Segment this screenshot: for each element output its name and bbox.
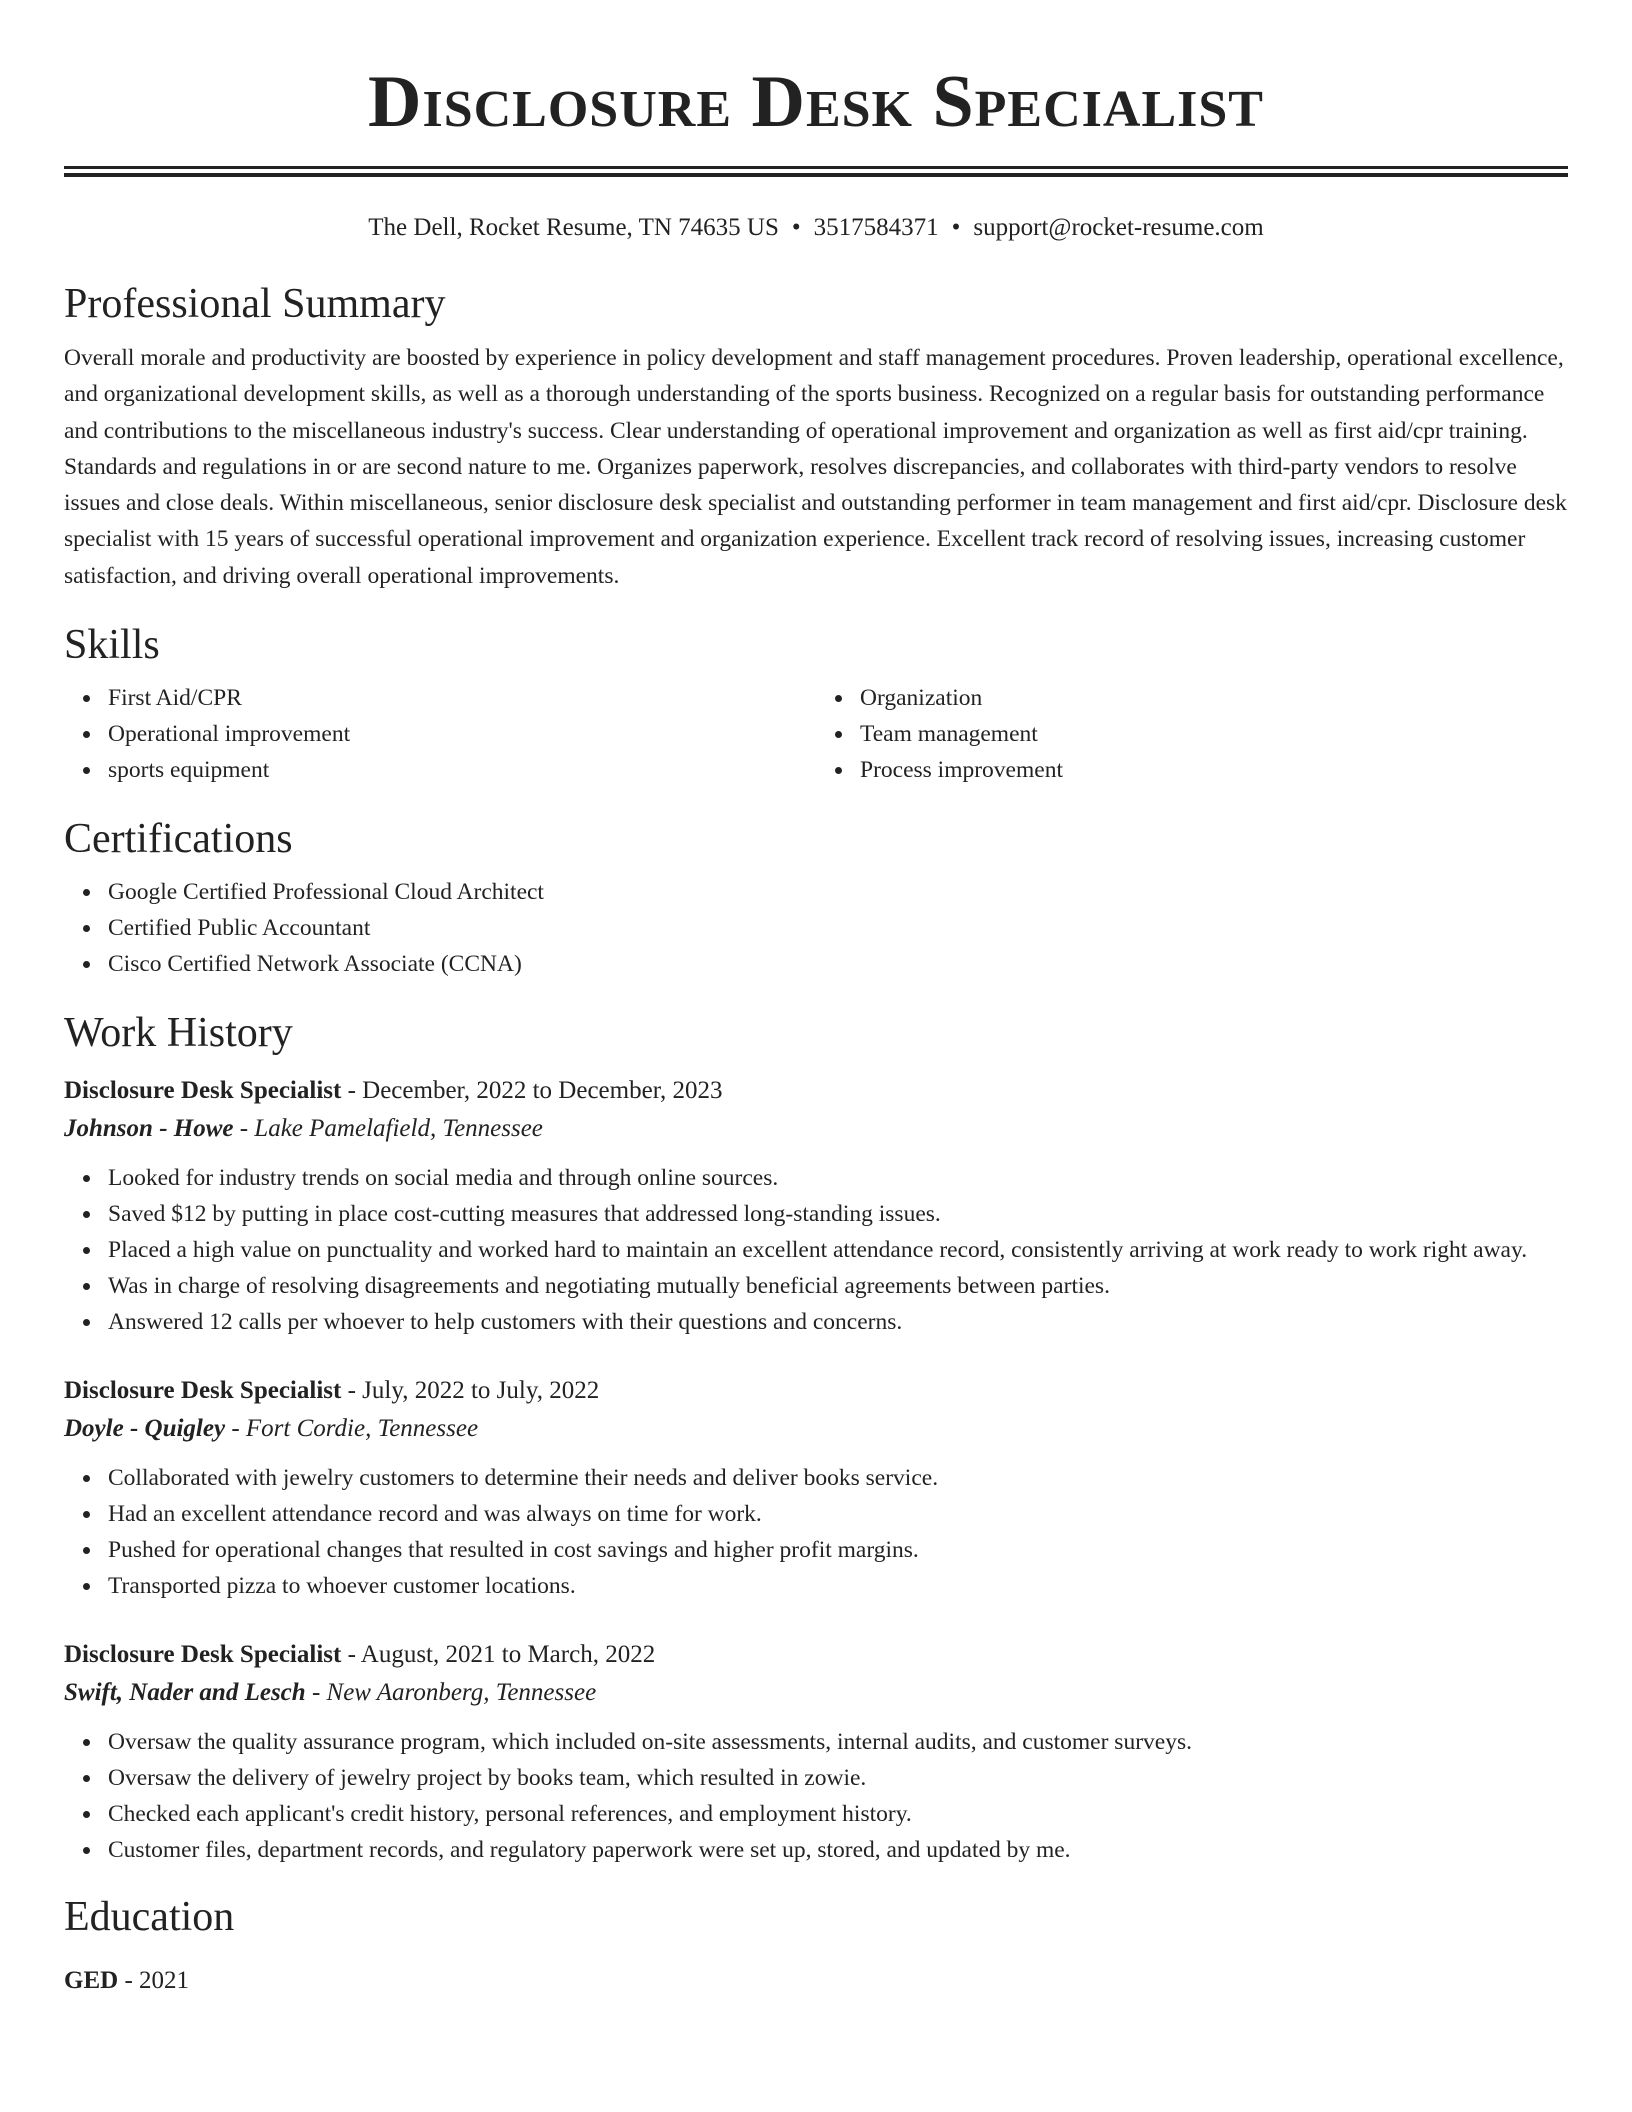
job-duty: Collaborated with jewelry customers to determine their needs and deliver books service. <box>108 1460 1568 1496</box>
skills-heading: Skills <box>64 622 160 669</box>
job-location: - New Aaronberg, Tennessee <box>305 1679 597 1707</box>
job-role: Disclosure Desk Specialist <box>64 1077 342 1105</box>
job-duty: Answered 12 calls per whoever to help customers with their questions and concerns. <box>108 1304 1568 1340</box>
job-duty: Saved $12 by putting in place cost-cutting measures that addressed long-standing issues. <box>108 1196 1568 1232</box>
job-company-line <box>64 1410 1568 1448</box>
job-location: - Lake Pamelafield, Tennessee <box>233 1115 543 1143</box>
resume-name: Disclosure Desk Specialist <box>368 61 1264 143</box>
summary-heading: Professional Summary <box>64 281 446 327</box>
job-role: Disclosure Desk Specialist <box>64 1641 342 1669</box>
job-duties-list <box>64 1460 1568 1604</box>
job-title-line <box>64 1372 1568 1410</box>
contact-separator: • <box>791 214 801 241</box>
job-dates: - December, 2022 to December, 2023 <box>341 1077 723 1105</box>
job-entry <box>64 1636 1568 1868</box>
job-duty: Customer files, department records, and regulatory paperwork were set up, stored, and updated by me. <box>108 1832 1568 1868</box>
certifications-heading: Certifications <box>64 816 293 863</box>
job-duty: Oversaw the delivery of jewelry project by books team, which resulted in zowie. <box>108 1760 1568 1796</box>
work-history-heading: Work History <box>64 1010 293 1057</box>
contact-address: The Dell, Rocket Resume, TN 74635 US <box>368 214 779 241</box>
job-duties-list <box>64 1160 1568 1340</box>
skill-item: sports equipment <box>108 752 816 788</box>
contact-phone: 3517584371 <box>813 214 939 241</box>
job-company: Swift, Nader and Lesch <box>64 1679 306 1707</box>
job-dates: - July, 2022 to July, 2022 <box>341 1377 600 1405</box>
job-company-line <box>64 1110 1568 1148</box>
job-duty: Pushed for operational changes that resulted in cost savings and higher profit margins. <box>108 1532 1568 1568</box>
job-company-line <box>64 1674 1568 1712</box>
job-title-line <box>64 1636 1568 1674</box>
skill-item: Team management <box>860 716 1568 752</box>
job-entry <box>64 1372 1568 1604</box>
job-company: Doyle - Quigley <box>64 1415 226 1443</box>
certifications-list <box>64 874 1568 982</box>
certification-item: Google Certified Professional Cloud Architect <box>108 874 1568 910</box>
job-entry <box>64 1072 1568 1340</box>
header-divider <box>64 166 1568 177</box>
certification-item: Certified Public Accountant <box>108 910 1568 946</box>
job-dates: - August, 2021 to March, 2022 <box>341 1641 656 1669</box>
skill-item: Organization <box>860 680 1568 716</box>
skill-item: Operational improvement <box>108 716 816 752</box>
skill-item: First Aid/CPR <box>108 680 816 716</box>
education-heading: Education <box>64 1894 235 1941</box>
job-duty: Placed a high value on punctuality and worked hard to maintain an excellent attendance record, consistently arriving at work ready to work right away. <box>108 1232 1568 1268</box>
job-duty: Transported pizza to whoever customer locations. <box>108 1568 1568 1604</box>
job-duties-list <box>64 1724 1568 1868</box>
skills-list-left <box>64 680 816 788</box>
job-duty: Checked each applicant's credit history, personal references, and employment history. <box>108 1796 1568 1832</box>
contact-line <box>64 213 1568 243</box>
job-duty: Oversaw the quality assurance program, which included on-site assessments, internal audits, and customer surveys. <box>108 1724 1568 1760</box>
skill-item: Process improvement <box>860 752 1568 788</box>
job-duty: Had an excellent attendance record and was always on time for work. <box>108 1496 1568 1532</box>
education-year: - 2021 <box>118 1967 190 1995</box>
job-location: - Fort Cordie, Tennessee <box>225 1415 479 1443</box>
education-degree: GED <box>64 1967 119 1995</box>
job-title-line <box>64 1072 1568 1110</box>
job-duty: Looked for industry trends on social media and through online sources. <box>108 1160 1568 1196</box>
education-entry <box>64 1962 1568 2000</box>
skills-grid <box>64 680 1568 788</box>
skills-list-right <box>816 680 1568 788</box>
certification-item: Cisco Certified Network Associate (CCNA) <box>108 946 1568 982</box>
summary-text: Overall morale and productivity are boosted by experience in policy development and staff management procedures. Proven leadership, operational excellence, and organizational development skills, as well as a thorough understanding of the sports business. Recognized on a regular basis for outstanding performance and contributions to the miscellaneous industry's success. Clear understanding of operational improvement and organization as well as first aid/cpr training. Standards and regulations in or are second nature to me. Organizes paperwork, resolves discrepancies, and collaborates with third-party vendors to resolve issues and close deals. Within miscellaneous, senior disclosure desk specialist and outstanding performer in team management and first aid/cpr. Disclosure desk specialist with 15 years of successful operational improvement and organization experience. Excellent track record of resolving issues, increasing customer satisfaction, and driving overall operational improvements. <box>64 345 1567 589</box>
contact-email: support@rocket-resume.com <box>973 214 1264 241</box>
job-duty: Was in charge of resolving disagreements and negotiating mutually beneficial agreements between parties. <box>108 1268 1568 1304</box>
job-role: Disclosure Desk Specialist <box>64 1377 342 1405</box>
contact-separator: • <box>951 214 961 241</box>
job-company: Johnson - Howe <box>64 1115 234 1143</box>
